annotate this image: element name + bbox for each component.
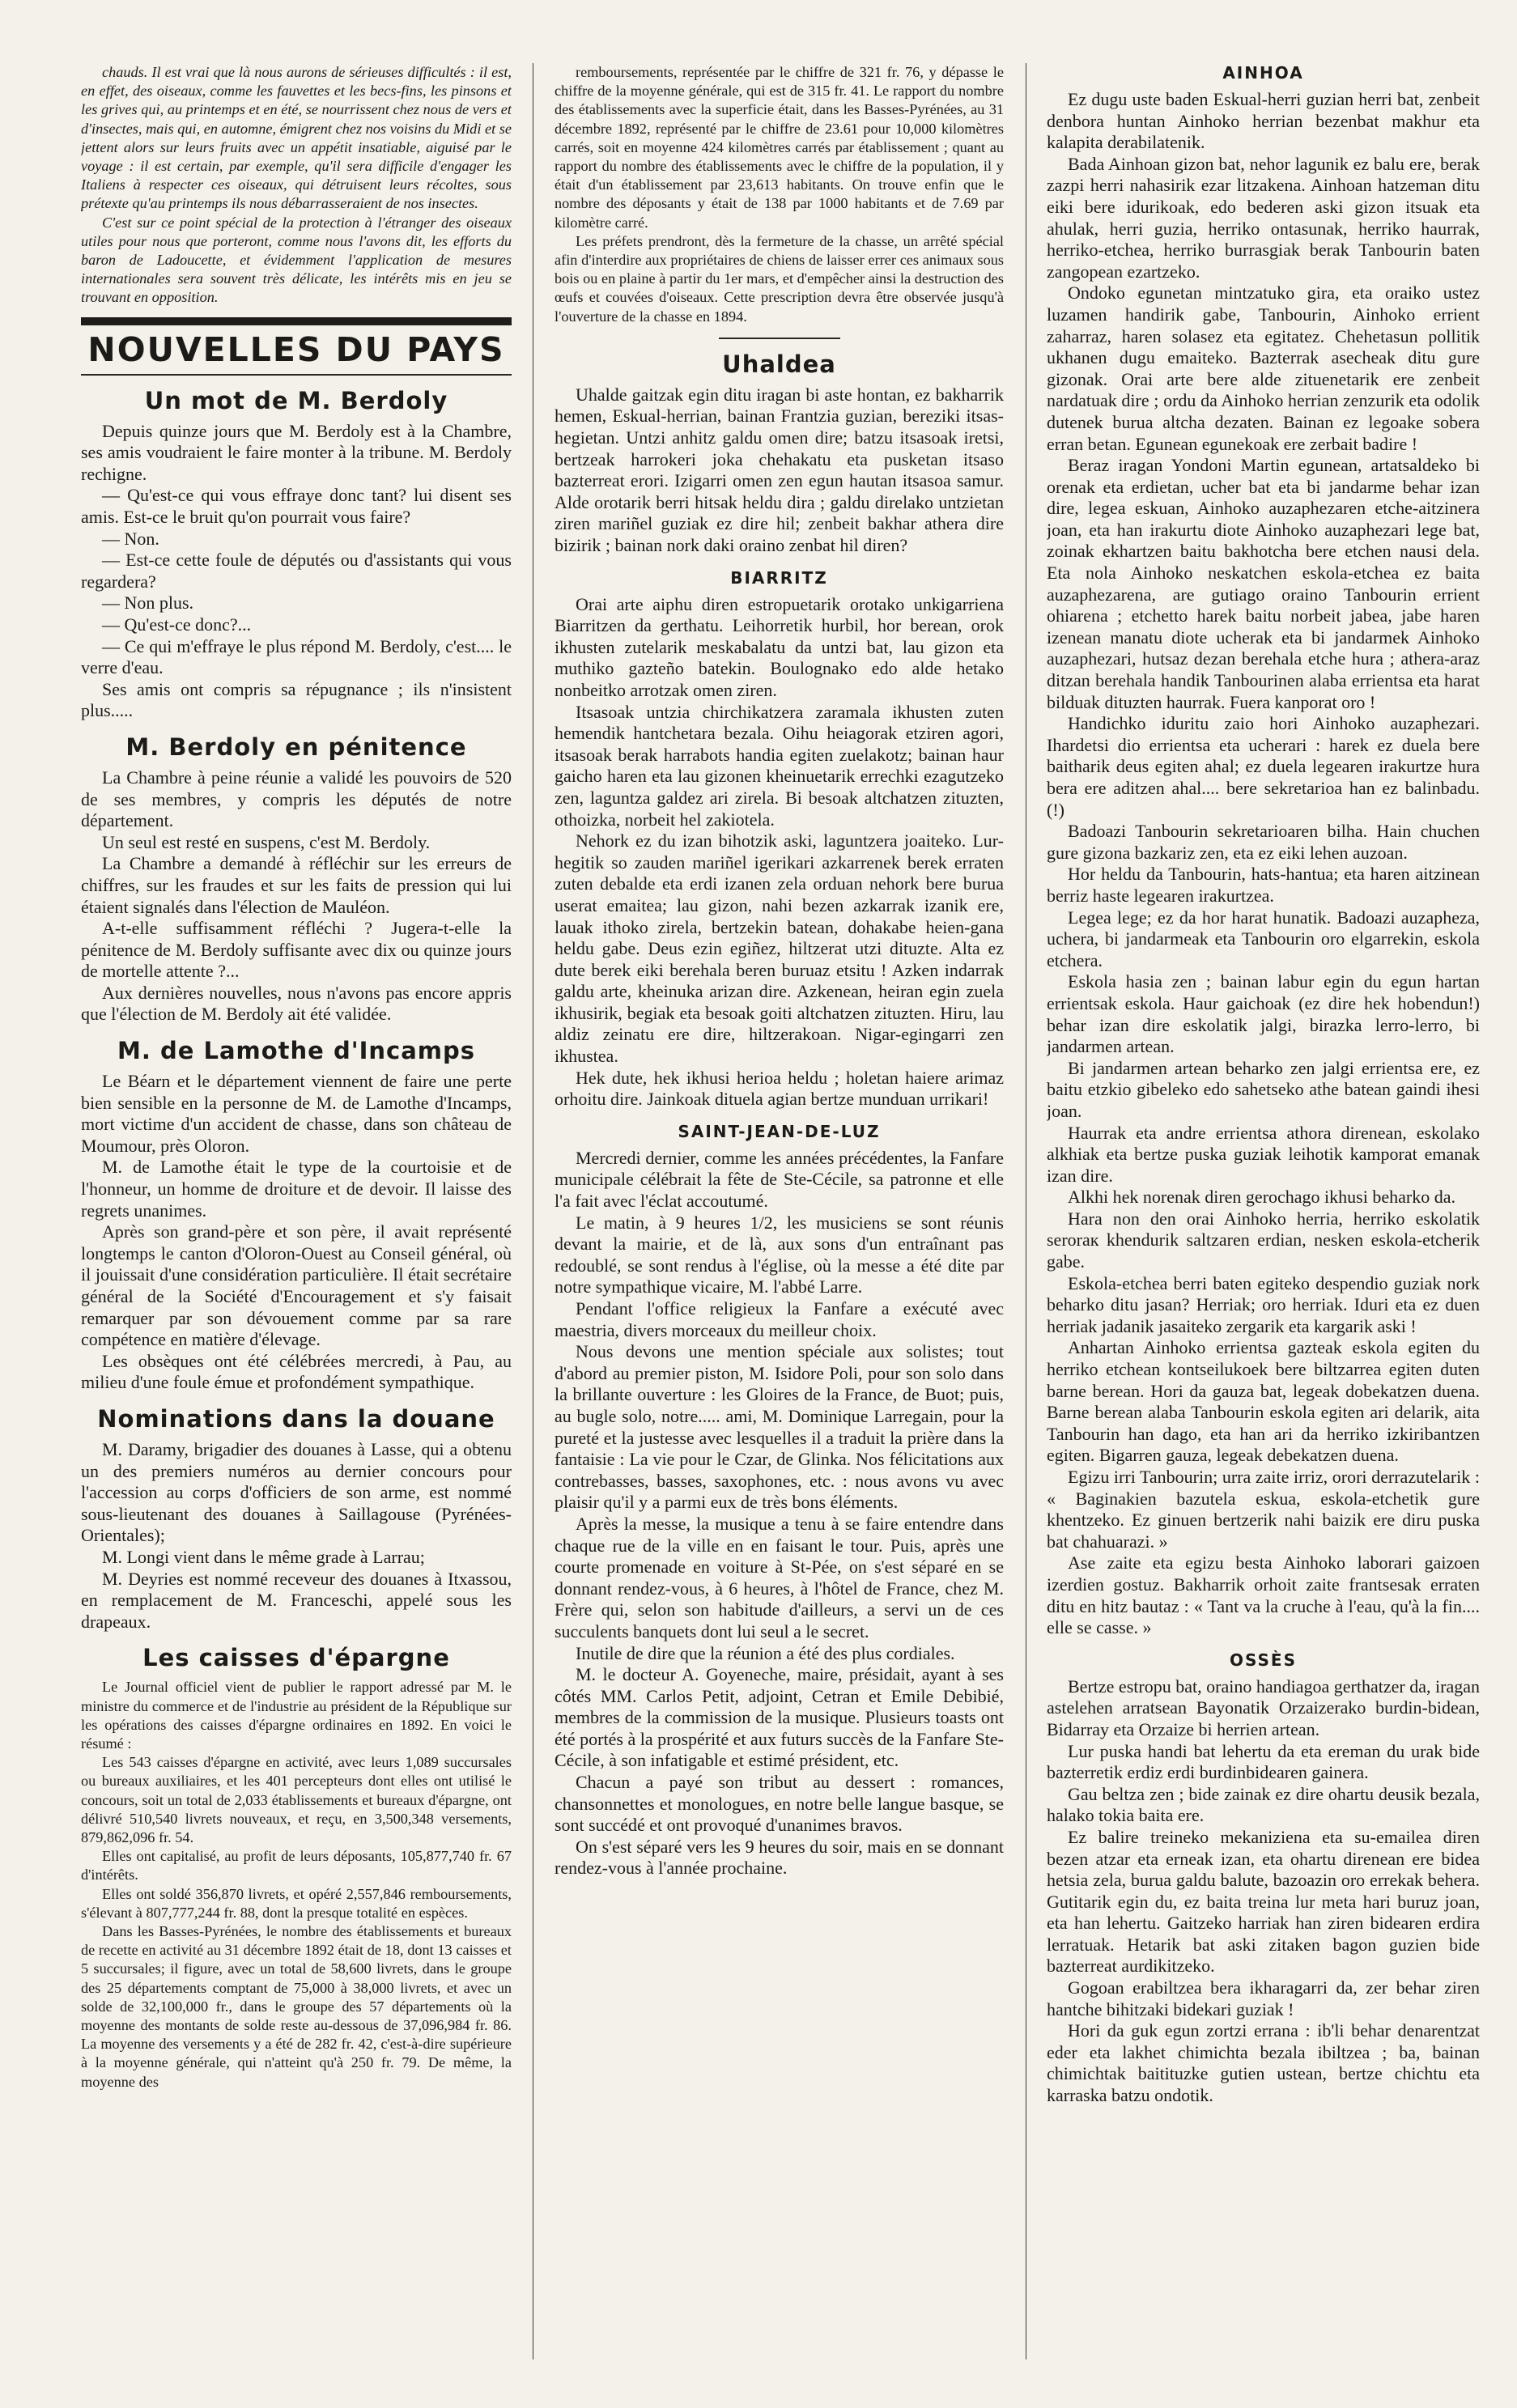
paragraph: Legea lege; ez da hor harat hunatik. Badoazi auzapheza, uchera, bi jandarmeak eta Tanbourin oro elgarrekin, eskola etchera. (1047, 907, 1480, 970)
article-body (81, 1439, 512, 1633)
intro-text: C'est sur ce point spécial de la protection à l'étranger des oiseaux utiles pour nous que porteront, comme nous l'avons dit, les efforts du baron de Ladoucette, et évidemment l'application de mesures internationales sera souvent très délicate, les intérêts mis en jeu se trouvant en opposition. (81, 214, 512, 306)
paragraph: Le matin, à 9 heures 1/2, les musiciens se sont réunis devant la mairie, et de là, aux sons d'un entraînant pas redoublé, se sont rendus à l'église, où la messe a été dite par notre sympathique vicaire, M. l'abbé Larre. (555, 1212, 1004, 1297)
paragraph: Gogoan erabiltzea bera ikharagarri da, zer behar ziren hantche bihitzaki bidekari guziak ! (1047, 1977, 1480, 2019)
paragraph: Après son grand-père et son père, il avait représenté longtemps le canton d'Oloron-Ouest au Conseil général, où il jouissait d'une considération particulière. Il était secrétaire général de la Société d'Encouragement et s'y faisait remarquer par son dévouement comme par sa rare compétence en matière d'élevage. (81, 1221, 512, 1350)
section-rule (81, 317, 512, 325)
paragraph: Lur puska handi bat lehertu da eta ereman du urak bide bazterretik erdiz erdi burdinbidearen gainera. (1047, 1740, 1480, 1783)
place-heading: BIARRITZ (730, 567, 828, 588)
paragraph: — Est-ce cette foule de députés ou d'assistants qui vous regardera? (81, 550, 512, 592)
paragraph: Eskola hasia zen ; bainan labur egin du egun hartan errientsak eskola. Haur gaichoak (ez dire hek hobendun!) behar izan dire eskolatik jalgi, birazka lerro-lerro, bi jandarmen artean. (1047, 971, 1480, 1057)
article-body (555, 384, 1004, 557)
paragraph: Un seul est resté en suspens, c'est M. Berdoly. (102, 831, 431, 852)
paragraph: Chacun a payé son tribut au dessert : romances, chansonnettes et monologues, en notre belle langue basque, se sont succédé et ont provoqué d'unanimes bravos. (555, 1772, 1004, 1836)
column-1 (81, 63, 512, 2376)
paragraph: Eskola-etchea berri baten egiteko despendio guziak nork beharko ditu jasan? Herriak; oro herriak. Iduri eta ez duen herriak jadanik jasaiteko zergarik eta kargarik aski ! (1047, 1272, 1480, 1336)
article-body (555, 63, 1004, 326)
article-body (555, 1148, 1004, 1879)
paragraph: Le Béarn et le département viennent de faire une perte bien sensible en la personne de M. de Lamothe d'Incamps, mort victime d'un accident de chasse, dans son château de Moumour, près Oloron. (81, 1071, 512, 1156)
paragraph: Bi jandarmen artean beharko zen jalgi errientsa ere, ez baitu etzkio gibeleko edo sahetseko athe batean gaindi ihesi joan. (1047, 1057, 1480, 1121)
paragraph: Ses amis ont compris sa répugnance ; ils n'insistent plus..... (81, 678, 512, 721)
article-title: Uhaldea (722, 350, 836, 378)
paragraph: Dans les Basses-Pyrénées, le nombre des établissements et bureaux de recette en activité au 31 décembre 1892 était de 18, dont 13 caisses et 5 succursales; il figure, avec un total de 58,600 livrets, dans le groupe des 25 départements comptant de 75,000 à 38,000 livrets, et avec un solde de 32,100,000 fr., dans le groupe des 57 départements où la moyenne des montants de solde reste au-dessous de 37,096,984 fr. 86. La moyenne des versements y a été de 282 fr. 42, c'est-à-dire supérieure à la moyenne générale, qui n'atteint qu'à 250 fr. 79. De même, la moyenne des (81, 1922, 512, 2090)
paragraph: — Non plus. (102, 592, 194, 614)
paragraph: M. le docteur A. Goyeneche, maire, présidait, ayant à ses côtés MM. Carlos Petit, adjoint, Cetran et Emile Debibié, membres de la commission de la musique. Plusieurs toasts ont été portés à la prospérité et aux futurs succès de la Fanfare Ste-Cécile, à son infatigable et estimé président, etc. (555, 1664, 1004, 1771)
paragraph: Haurrak eta andre errientsa athora direnean, eskolako alkhiak eta bertze puska guziak leihotik kamporat emanak izan dire. (1047, 1122, 1480, 1186)
paragraph: M. de Lamothe était le type de la courtoisie et de l'honneur, un homme de droiture et de devoir. Il laisse des regrets unanimes. (81, 1157, 512, 1221)
paragraph: — Ce qui m'effraye le plus répond M. Berdoly, c'est.... le verre d'eau. (81, 635, 512, 678)
paragraph: Après la messe, la musique a tenu à se faire entendre dans chaque rue de la ville en en faisant le tour. Puis, après une courte promenade en voiture à St-Pée, on s'est séparé en se donnant rendez-vous, à 6 heures, à l'hôtel de France, chez M. Frère qui, selon son habitude d'ailleurs, a servi un de ces succulents banquets dont lui seul a le secret. (555, 1513, 1004, 1641)
paragraph: Pendant l'office religieux la Fanfare a exécuté avec maestria, divers morceaux du meilleur choix. (555, 1298, 1004, 1340)
article-body (1047, 89, 1480, 1639)
paragraph: Ondoko egunetan mintzatuko gira, eta oraiko ustez luzamen handirik gabe, Tanbourin, Ainhoko errient zaharraz, haren solasez eta egitatez. Chehetasun pollitik ukhanen dugu emaiteko. Bazterrak asecheak ditu gure gizonak. Orai arte bere alde zituenetarik ere zenbeit nardatuak dire ; ordu da Ainhoko herrian zenzurik eta odolik dutenek burua altcha dezaten. Bainan ez legoake sobera erran betan. Egunean egunekoak ere zerbait badire ! (1047, 282, 1480, 454)
article-title: Un mot de M. Berdoly (144, 386, 448, 414)
paragraph: Beraz iragan Yondoni Martin egunean, artatsaldeko bi orenak eta erdietan, ucher bat eta bi jandarme behar izan dire, legea eskuan, Ainhoko auzaphezaren etche-aitzinera joan, eta han irakurtu diote Ainhoko auzaphezari lege bat, zoinak ekhartzen baitu bakhotcha bere etchen nausi dela. Eta nola Ainhoko neskatchen eskola-etchea ez baita auzaphezarena, are gutiago oraino Tanbourin errient ohiarena ; etchetto harek baitu norbeit jabea, jabe haren izenean manatu diote ucherak eta bi jandarmek Ainhoko auzaphezari, hutsaz dezan berehala etche hura ; athera-araz ditzan berehala handik Tanbourinen alaba errientsa eta harat bilduak dituzten haurrak. Fuera kanporat oro ! (1047, 455, 1480, 712)
paragraph: On s'est séparé vers les 9 heures du soir, mais en se donnant rendez-vous à l'année prochaine. (555, 1836, 1004, 1879)
article-body (81, 1678, 512, 2091)
paragraph: Elles ont capitalisé, au profit de leurs déposants, 105,877,740 fr. 67 d'intérêts. (81, 1848, 512, 1884)
paragraph: Hara non den orai Ainhoko herria, herriko eskolatik seroraк khendurik saltzaren erdian, nesken eskola-etcherik gabe. (1047, 1208, 1480, 1272)
paragraph: Les obsèques ont été célébrées mercredi, à Pau, au milieu d'une foule émue et profondément sympathique. (81, 1350, 512, 1393)
paragraph: Nous devons une mention spéciale aux solistes; tout d'abord au premier piston, M. Isidore Poli, pour son solo dans la brillante ouverture : les Gloires de la France, de Buot; puis, au bugle solo, notre..... ami, M. Dominique Larregain, pour la pureté et la justesse avec lesquelles il a traduit la prière dans la fantaisie : La vie pour le Czar, de Glinka. Nos félicitations aux contrebasses, basses, saxophones, etc. : nous avons vu avec plaisir qu'il y a parmi eux de très bons éléments. (555, 1341, 1004, 1513)
paragraph: Ez balire treineko mekanizienа eta su-emailea diren bezen atzar eta erneak izan, eta ohartu direnean ere bidea hetsia zela, burua galdu balute, bazoazin oro errekak behera. Gutitarik egin du, ez baita treina lur meta hari buruz joan, eta han lehertu. Gaitzeko harriak han ziren bidearen erdira lerratuak. Hetarik bat aski zitaken bagon guzien bide bazterreat aurdikitzeko. (1047, 1826, 1480, 1977)
article-body (81, 767, 512, 1026)
paragraph: Aux dernières nouvelles, nous n'avons pas encore appris que l'élection de M. Berdoly ait été validée. (81, 982, 512, 1025)
paragraph: Les 543 caisses d'épargne en activité, avec leurs 1,089 succursales ou bureaux auxiliaires, et les 401 percepteurs dont elles ont utilisé le concours, soit un total de 2,033 établissements et bureaux d'épargne, ont délivré 510,540 livrets nouveaux, et reçu, en 3,500,348 versements, 879,862,096 fr. 54. (81, 1754, 512, 1845)
paragraph: Badoazi Tanbourin sekretarioaren bilha. Hain chuchen gure gizona bazkariz zen, eta ez eiki lehen auzoan. (1047, 821, 1480, 863)
paragraph: Gau beltza zen ; bide zainak ez dire ohartu deusik bezala, halako tokia baita ere. (1047, 1783, 1480, 1826)
paragraph: Itsasoak untzia chirchikatzera zaramala ikhusten zuten hemendik hantchetara bezala. Oihu heiagorak etziren agori, itsasoak berak harrabots handia egiten zuelakotz; bainan haur gaicho haren eta lau gizonen kheinuetarik errechki ezagutzeko zen, laguntza galdez ari zirela. Bi besoak altchatzen zituzten, othoizka, norbeit hel zakiotela. (555, 701, 1004, 830)
paragraph: Bertze estropu bat, oraino handiagoa gerthatzer da, iragan astelehen arratsean Bayonatik Orzaizerako burdin-bidean, Bidarray eta Orzaize bi herrien artean. (1047, 1675, 1480, 1739)
paragraph: Elles ont soldé 356,870 livrets, et opéré 2,557,846 remboursements, s'élevant à 807,777,244 fr. 88, dont la presque totalité en espèces. (81, 1885, 512, 1921)
paragraph: Mercredi dernier, comme les années précédentes, la Fanfare municipale célébrait la fête de Ste-Cécile, sa patronne et elle l'a fait avec l'éclat accoutumé. (555, 1147, 1004, 1212)
article-body (81, 421, 512, 722)
paragraph: remboursements, représentée par le chiffre de 321 fr. 76, y dépasse le chiffre de la moyenne générale, qui est de 315 fr. 41. Le rapport du nombre des établissements avec la superficie était, dans les Basses-Pyrénées, au 31 décembre 1892, représenté par le chiffre de 23.61 pour 10,000 kilomètres carrés, soit en moyenne 424 kilomètres carrés par établissement ; quant au rapport du nombre des établissements avec le chiffre de la population, il y était d'un établissement par 23,613 habitants. On trouve enfin que le nombre des déposants y était de 138 par 1000 habitants et de 7.69 par kilomètre carré. (555, 64, 1004, 231)
paragraph: Inutile de dire que la réunion a été des plus cordiales. (576, 1642, 955, 1663)
paragraph: La Chambre a demandé à réfléchir sur les erreurs de chiffres, sur les fraudes et sur les faits de pression qui lui étaient signalés dans l'élection de Mauléon. (81, 853, 512, 917)
section-banner: NOUVELLES DU PAYS (87, 329, 505, 369)
paragraph: Orai arte aiphu diren estropuetarik orotako unkigarriena Biarritzen da gerthatu. Leihorretik hurbil, hor berean, orok ikhusten zutelarik meskabalatu da untzi bat, lau gizon eta muthiko gazteño batekin. Boulognako edo alde hetako nonbeitko arrotzak omen ziren. (555, 593, 1004, 700)
paragraph: Le Journal officiel vient de publier le rapport adressé par M. le ministre du commerce et de l'industrie au président de la République sur les opérations des caisses d'épargne ordinaires en 1892. En voici le résumé : (81, 1679, 512, 1752)
paragraph: M. Daramy, brigadier des douanes à Lasse, qui a obtenu un des premiers numéros au dernier concours pour l'accession au corps d'officiers de son arme, est nommé sous-lieutenant des douanes à Saillagouse (Pyrénées-Orientales); (81, 1438, 512, 1546)
paragraph: Egizu irri Tanbourin; urra zaite irriz, orori derrazutelarik : « Baginakien bazutela eskua, eskola-etchetik gure khentzeko. Ez ginuen bertzerik nahi baizik ere diru puska bat chahuarazi. » (1047, 1467, 1480, 1552)
paragraph: M. Longi vient dans le même grade à Larrau; (102, 1546, 425, 1567)
paragraph: La Chambre à peine réunie a validé les pouvoirs de 520 de ses membres, y compris les députés de notre département. (81, 767, 512, 831)
article-title: M. Berdoly en pénitence (125, 733, 467, 761)
paragraph: Hek dute, hek ikhusi herioa heldu ; holetan haiere arimaz orhoitu dire. Jainkoak dituela agian bertze munduan urrikari! (555, 1067, 1004, 1110)
paragraph: A-t-elle suffisamment réfléchi ? Jugera-t-elle la pénitence de M. Berdoly suffisante avec dix ou quinze jours de mortelle attente ?... (81, 918, 512, 982)
paragraph: Alkhi hek norenak diren gerochago ikhusi beharko da. (1068, 1187, 1455, 1208)
article-body (555, 594, 1004, 1111)
article-body (1047, 1676, 1480, 2107)
paragraph: Ase zaite eta egizu besta Ainhoko laborari gaizoen izerdien gostuz. Bakharrik orhoit zaite frantsesak erraten ditu en hitz bautaz : « Tant va la cruche à l'eau, qu'à la fin.... elle se casse. » (1047, 1552, 1480, 1638)
paragraph: Uhalde gaitzak egin ditu iragan bi aste hontan, ez bakharrik hemen, Eskual-herrian, bainan Frantzia guzian, bereziki itsas-hegietan. Untzi anhitz galdu omen dire; batzu itsasoak iretsi, bertzeak harrokeri joka chehakatu eta pusketan itsaso bazterreat erori. Izigarri omen zen egun hautan itsasoa samur. Alde orotarik berri hitsak heldu dira ; galdu direlako untzietan ziren mariñel guziak ez dire hil; zenbeit bakhar athera dire bizirik ; bainan nork daki oraino zenbat hil diren? (555, 384, 1004, 555)
article-title: M. de Lamothe d'Incamps (117, 1037, 476, 1065)
paragraph: Hor heldu da Tanbourin, hats-hantua; eta haren aitzinean berriz haste legearen irakurtzea. (1047, 864, 1480, 906)
place-heading: OSSÈS (1230, 1650, 1297, 1670)
article-title: Nominations dans la douane (97, 1404, 495, 1433)
place-heading: AINHOA (1222, 63, 1304, 83)
paragraph: — Non. (102, 528, 159, 549)
paragraph: Les préfets prendront, dès la fermeture de la chasse, un arrêté spécial afin d'interdire aux propriétaires de chiens de laisser errer ces animaux sous bois ou en plaine à partir du 1er mars, et d'empêcher ainsi la destruction des œufs et couvées d'oiseaux. Cette prescription devra être observée jusqu'à l'ouverture de la chasse en 1894. (555, 232, 1004, 325)
paragraph: Nehork ez du izan bihotzik aski, laguntzera joaiteko. Lur-hegitik so zauden mariñel igerikari azkarrenek berek erraten zuten debalde eta erdi izanen zela orduan nehork bere burua userat emaitea; lau gizon, nahi bezen azkarrak izanik ere, lauak ithoko zirela, bertzekin batean, dohakabe heien-gana heldu gabe. Deus ezin egiñez, hiltzerat utzi dituzte. Alta ez dute berek eiki berehala beren buruaz etsitu ! Azken indarrak galdu arte, kheinuka arizan dire. Azkenean, heiran egin zuela ikhusirik, begiak eta besoak goiti altchatzen zituzten. Hiru, lau aldiz zeinatu ere dire, hiltzerakoan. Nigar-egingarri zen ikhustea. (555, 830, 1004, 1067)
section-rule (81, 374, 512, 376)
paragraph: Hori da guk egun zortzi errana : ib'li behar denarentzat eder eta lakhet chimichta bezala ibiltzea ; ba, bainan chimichtak baitituzke gutien ustean, bertze chichtu eta karraska batzu ondotik. (1047, 2020, 1480, 2106)
paragraph: — Qu'est-ce donc?... (102, 614, 252, 635)
column-2 (555, 63, 1004, 2376)
article-body (81, 1071, 512, 1394)
paragraph: M. Deyries est nommé receveur des douanes à Itxassou, en remplacement de M. Franceschi, appelé sous les drapeaux. (81, 1568, 512, 1632)
paragraph: — Qu'est-ce qui vous effraye donc tant? lui disent ses amis. Est-ce le bruit qu'on pourrait vous faire? (81, 485, 512, 528)
paragraph: Depuis quinze jours que M. Berdoly est à la Chambre, ses amis voudraient le faire monter à la tribune. M. Berdoly rechigne. (81, 420, 512, 484)
paragraph: Handichko iduritu zaio hori Ainhoko auzaphezari. Ihardetsi dio errientsa eta ucherari : harek ez duela bere baitharik deus egiten ahal; ez duela legearen irakurtze hura bera ere aditzen ahal.... bere sekretarioa han ez balinbadu. (!) (1047, 713, 1480, 820)
place-heading: SAINT-JEAN-DE-LUZ (678, 1121, 881, 1141)
paragraph: Anhartan Ainhoko errientsa gazteak eskola egiten du herriko etchean kontseilukoek bere biltzarrea egiten duten barne berean. Hori da gauza bat, legeak dobekatzen duena. Barne berean alaba Tanbourin eskola egiten ari delarik, aita Tanbourin han dago, eta han ari da herriko izkiribantzen egiten. Bigarren gauza, legeak debekatzen duena. (1047, 1337, 1480, 1466)
separator (719, 338, 840, 339)
paragraph: Ez dugu uste baden Eskual-herri guzian herri bat, zenbeit denbora huntan Ainhoko herrian bezenbat makhur eta kalapita derabilatenik. (1047, 89, 1480, 153)
paragraph: Bada Ainhoan gizon bat, nehor lagunik ez balu ere, berak zazpi herri nahasirik ezar litzakena. Ainhoan hatzeman ditu eiki bere idurikoak, edo bederen aski gizon itsuak eta ahulak, herri guzia, herriko ontasunak, herriko haurrak, herriko-etchea, herriko burrasgiak berak Tanbourin baten zangopean ezartzeko. (1047, 153, 1480, 282)
article-title: Les caisses d'épargne (142, 1644, 450, 1672)
intro-text: chauds. Il est vrai que là nous aurons de sérieuses difficultés : il est, en effet, des oiseaux, comme les fauvettes et les becs-fins, les pinsons et les grives qui, au printemps et en été, se nourrissent chez nous de vers et d'insectes, mais qui, en automne, émigrent chez nos voisins du Midi et se jettent alors sur leurs fruits avec un appétit insatiable, aiguisé par le voyage : il est certain, par exemple, qu'il sera difficile d'engager les Italiens à respecter ces oiseaux, qui détruisent leurs récoltes, sous prétexte qu'au printemps ils nous débarrasseraient de nos insectes. (81, 64, 512, 212)
column-3 (1047, 63, 1480, 2376)
